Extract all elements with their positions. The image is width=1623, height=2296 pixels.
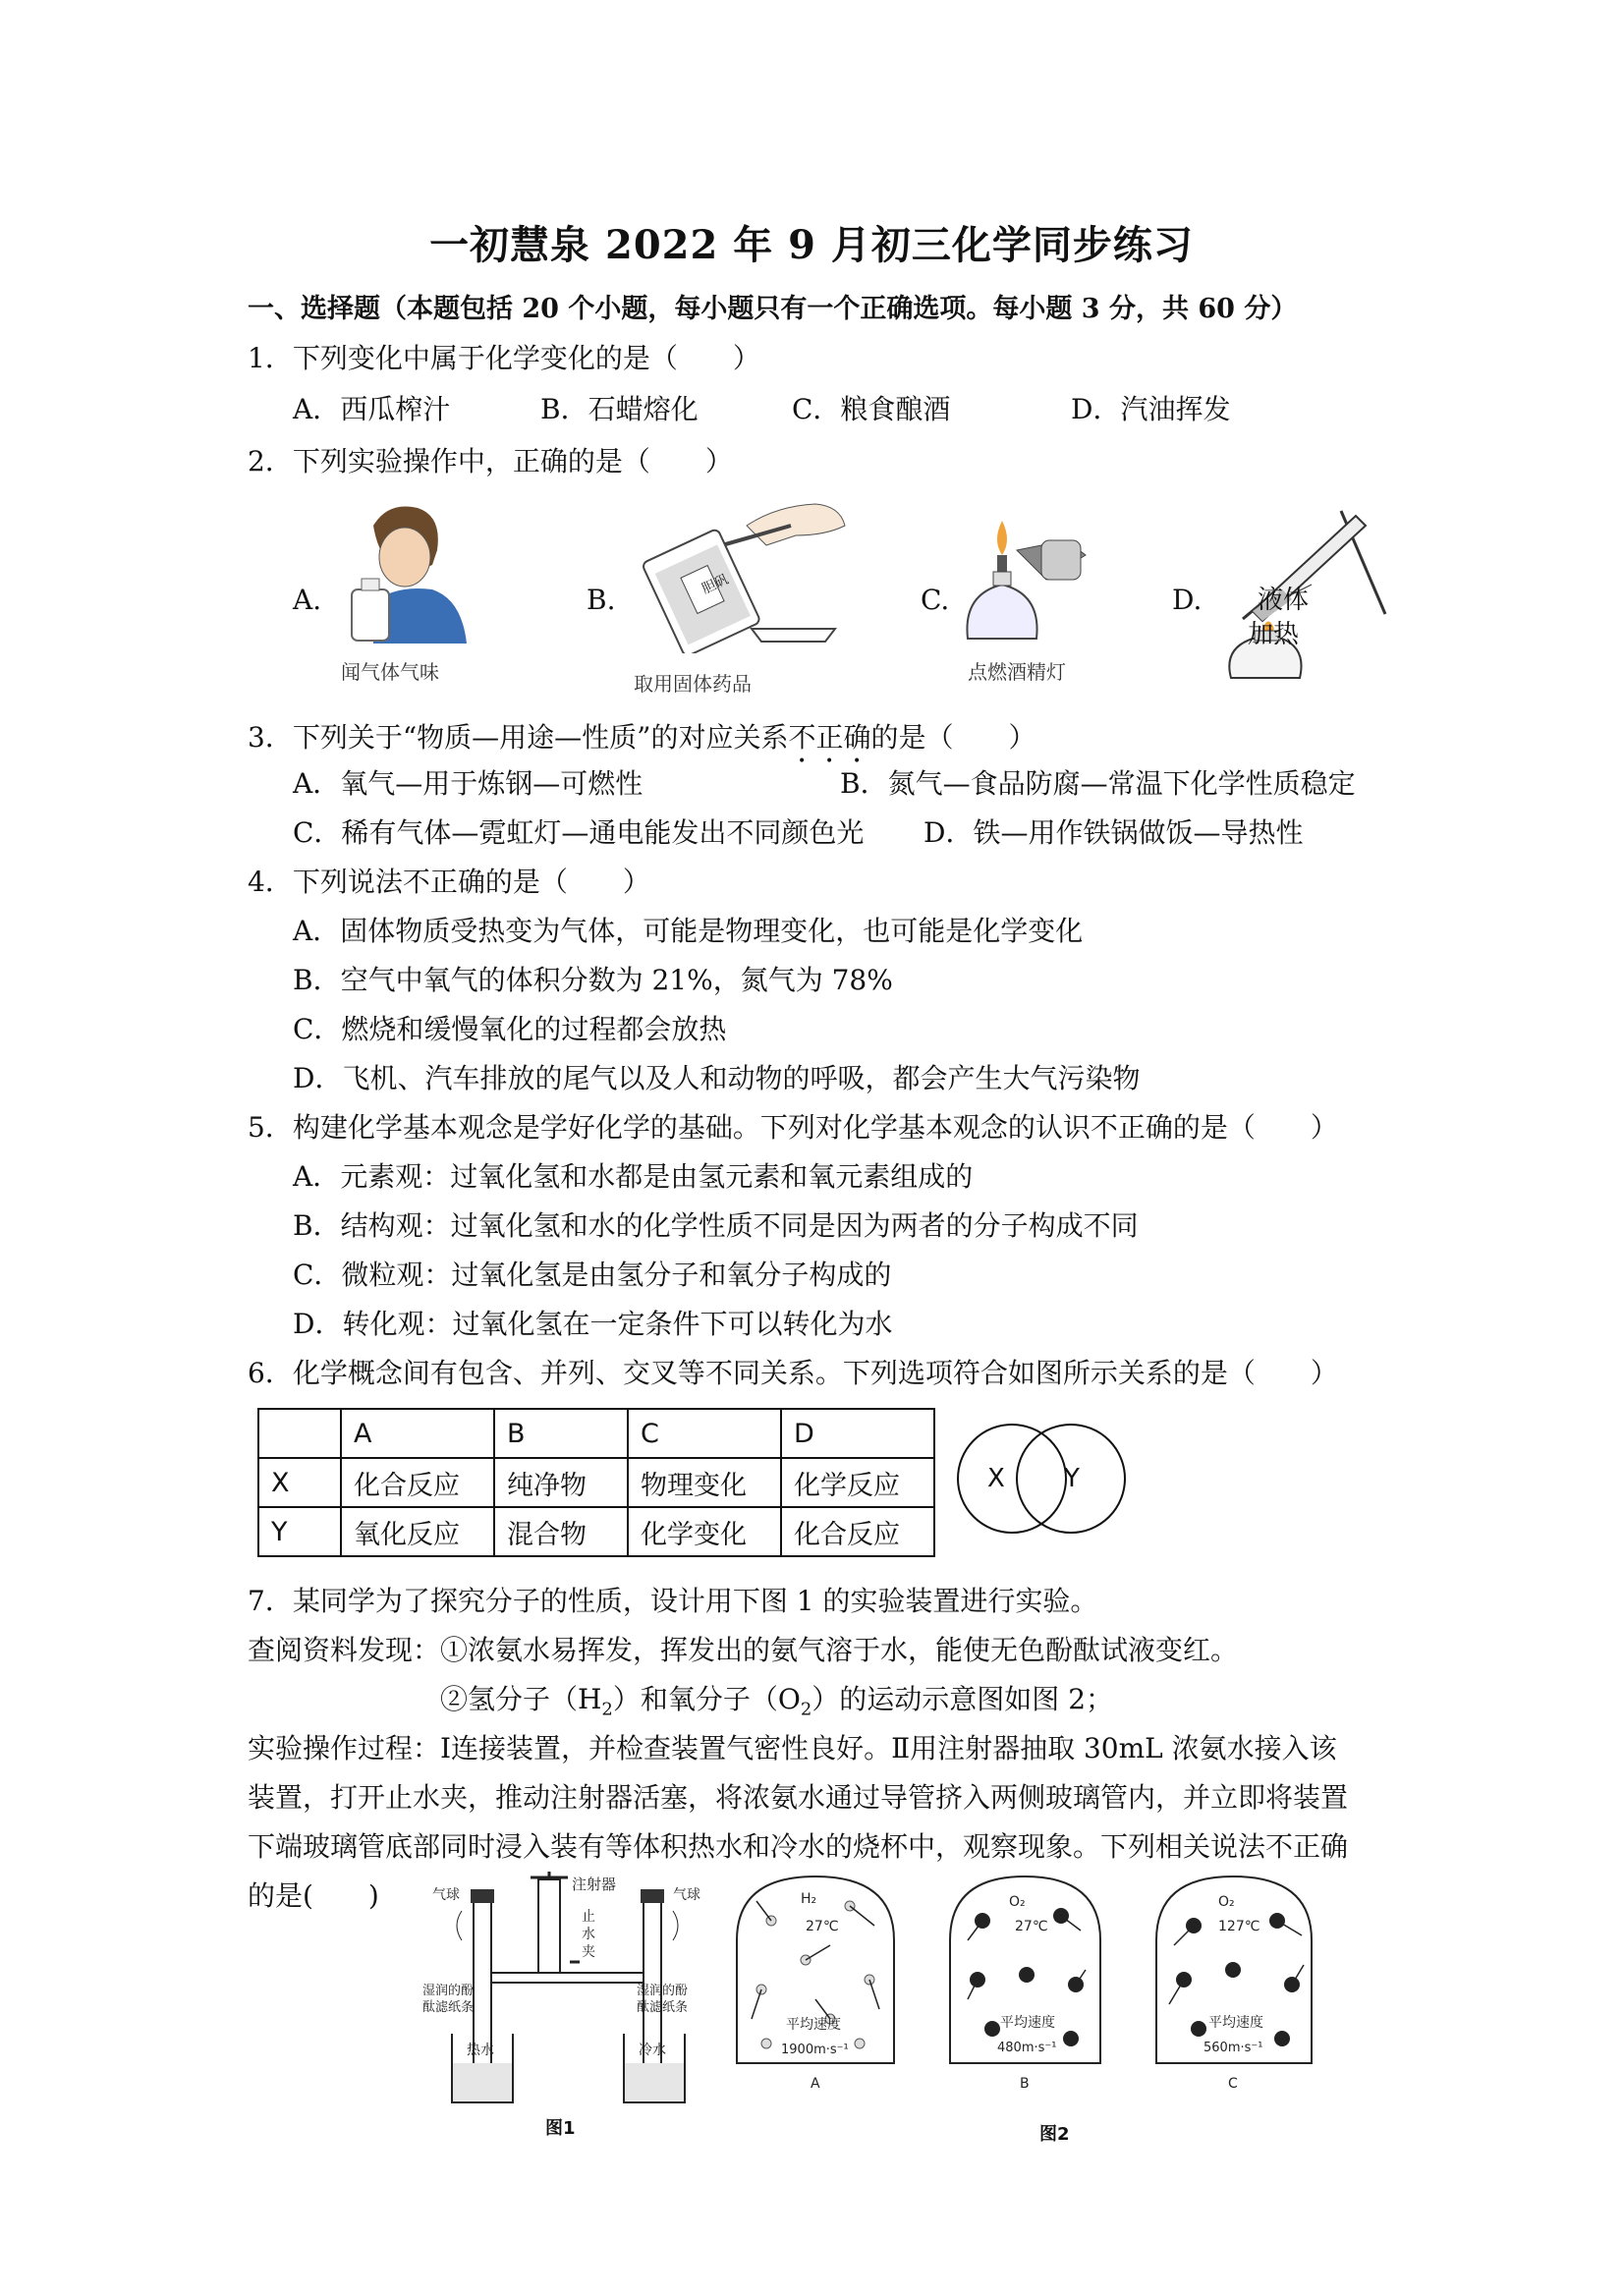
q6-stem: 6．化学概念间有包含、并列、交叉等不同关系。下列选项符合如图所示关系的是（ ） <box>248 1357 1338 1389</box>
smelling-gas-illustration <box>334 496 472 644</box>
q7-procedure-3: 下端玻璃管底部同时浸入装有等体积热水和冷水的烧杯中，观察现象。下列相关说法不正确 <box>248 1830 1349 1863</box>
fig2-a-label: A <box>811 2076 820 2092</box>
label-heating: 加热 <box>1248 620 1300 649</box>
q7-procedure-4: 的是( ) <box>248 1879 379 1912</box>
table-cell: 化合反应 <box>781 1507 934 1556</box>
q3-stem: 3．下列关于“物质—用途—性质”的对应关系不正确的是（ ） <box>248 721 1036 754</box>
venn-label-y: Y <box>1064 1464 1080 1493</box>
q5-option-d: D．转化观：过氧化氢在一定条件下可以转化为水 <box>293 1308 893 1340</box>
table-row <box>258 1507 934 1556</box>
q4-stem: 4．下列说法不正确的是（ ） <box>248 866 650 898</box>
fig2-b-temp: 27℃ <box>1015 1919 1048 1934</box>
label-paper-left-2: 酞滤纸条 <box>422 2000 475 2015</box>
fig2-b-speed-value: 480m·s⁻¹ <box>997 2041 1057 2055</box>
q5-option-c: C．微粒观：过氧化氢是由氢分子和氧分子构成的 <box>293 1259 892 1291</box>
fig2-c-temp: 127℃ <box>1218 1919 1260 1934</box>
q1-option-b: B．石蜡熔化 <box>540 393 699 425</box>
label-paper-left-1: 湿润的酚 <box>422 1984 475 1998</box>
table-cell: 化学变化 <box>628 1507 781 1556</box>
solid-reagent-illustration <box>629 496 850 653</box>
table-header-row <box>258 1409 934 1458</box>
venn-diagram <box>948 1420 1135 1538</box>
q3-option-a: A．氧气—用于炼钢—可燃性 <box>293 767 644 800</box>
label-liquid: 液体 <box>1258 586 1310 615</box>
q5-stem: 5．构建化学基本观念是学好化学的基础。下列对化学基本观念的认识不正确的是（ ） <box>248 1111 1338 1144</box>
caption-solid-reagent: 取用固体药品 <box>634 672 752 696</box>
section-heading: 一、选择题（本题包括 20 个小题，每小题只有一个正确选项。每小题 3 分，共 60 分） <box>248 294 1298 324</box>
fig2-c-speed-label: 平均速度 <box>1208 2015 1263 2031</box>
label-balloon-right: 气球 <box>673 1887 700 1903</box>
q4-option-a: A．固体物质受热变为气体，可能是物理变化，也可能是化学变化 <box>293 915 1084 947</box>
label-paper-right-1: 湿润的酚 <box>637 1984 689 1998</box>
figure-1-apparatus <box>422 1872 712 2112</box>
label-balloon-left: 气球 <box>432 1887 460 1903</box>
table-cell: 混合物 <box>494 1507 628 1556</box>
fig2-c-molecule: O₂ <box>1218 1894 1235 1910</box>
label-syringe: 注射器 <box>572 1876 617 1893</box>
fig2-a-speed-value: 1900m·s⁻¹ <box>781 2043 849 2057</box>
table-cell: B <box>494 1409 628 1458</box>
label-hot-water: 热水 <box>467 2043 494 2058</box>
label-paper-right-2: 酞滤纸条 <box>637 2000 689 2015</box>
table-cell: 化合反应 <box>341 1458 494 1507</box>
q4-option-d: D．飞机、汽车排放的尾气以及人和动物的呼吸，都会产生大气污染物 <box>293 1062 1141 1094</box>
label-clamp-3: 夹 <box>582 1944 595 1960</box>
q2-option-d: D. <box>1172 584 1203 616</box>
fig2-b-label: B <box>1020 2076 1030 2092</box>
figure-2-caption: 图2 <box>1039 2124 1070 2145</box>
page-title: 一初慧泉 2022 年 9 月初三化学同步练习 <box>429 222 1194 268</box>
label-clamp-2: 水 <box>582 1927 595 1942</box>
label-clamp-1: 止 <box>582 1909 595 1925</box>
q2-option-c: C. <box>921 584 950 616</box>
q7-procedure-2: 装置，打开止水夹，推动注射器活塞，将浓氨水通过导管挤入两侧玻璃管内，并立即将装置 <box>248 1781 1349 1814</box>
table-cell: X <box>258 1458 341 1507</box>
q7-stem: 7．某同学为了探究分子的性质，设计用下图 1 的实验装置进行实验。 <box>248 1585 1098 1617</box>
q7-info-2: ②氢分子$(H_2)$和氧分子$(O_2)$的运动示意图如图 2； <box>440 1683 1114 1720</box>
q1-option-c: C．粮食酿酒 <box>792 393 951 425</box>
label-cold-water: 冷水 <box>639 2043 666 2058</box>
q4-option-b: B．空气中氧气的体积分数为 21%，氮气为 78% <box>293 964 893 996</box>
q4-option-c: C．燃烧和缓慢氧化的过程都会放热 <box>293 1013 727 1045</box>
fig2-c-speed-value: 560m·s⁻¹ <box>1203 2041 1263 2055</box>
q3-option-b: B．氮气—食品防腐—常温下化学性质稳定 <box>840 767 1356 800</box>
table-row <box>258 1458 934 1507</box>
table-cell: 纯净物 <box>494 1458 628 1507</box>
table-cell: 物理变化 <box>628 1458 781 1507</box>
fig2-c-label: C <box>1228 2076 1238 2092</box>
q1-stem: 1．下列变化中属于化学变化的是（ ） <box>248 342 760 374</box>
table-cell: 氧化反应 <box>341 1507 494 1556</box>
q7-info-1: 查阅资料发现：①浓氨水易挥发，挥发出的氨气溶于水，能使无色酚酞试液变红。 <box>248 1634 1239 1666</box>
q3-option-d: D．铁—用作铁锅做饭—导热性 <box>923 816 1304 849</box>
figure-1-caption: 图1 <box>545 2118 576 2139</box>
q6-table <box>257 1408 935 1557</box>
caption-smell-gas: 闻气体气味 <box>341 660 439 684</box>
table-cell: D <box>781 1409 934 1458</box>
fig2-b-speed-label: 平均速度 <box>1000 2015 1055 2031</box>
q7-procedure-1: 实验操作过程：Ⅰ连接装置，并检查装置气密性良好。Ⅱ用注射器抽取 30mL 浓氨水接入该 <box>248 1732 1337 1764</box>
table-cell: 化学反应 <box>781 1458 934 1507</box>
q2-option-b: B. <box>587 584 616 616</box>
q5-option-b: B．结构观：过氧化氢和水的化学性质不同是因为两者的分子构成不同 <box>293 1209 1139 1242</box>
q1-option-a: A．西瓜榨汁 <box>293 393 451 425</box>
alcohol-lamp-illustration <box>958 511 1105 648</box>
caption-alcohol-lamp: 点燃酒精灯 <box>968 660 1066 684</box>
table-cell <box>258 1409 341 1458</box>
fig2-b-molecule: O₂ <box>1009 1894 1026 1910</box>
q1-option-d: D．汽油挥发 <box>1071 393 1231 425</box>
bottle-label: 胆矾 <box>700 571 732 598</box>
fig2-a-molecule: H₂ <box>801 1891 817 1907</box>
table-cell: C <box>628 1409 781 1458</box>
table-cell: A <box>341 1409 494 1458</box>
q3-option-c: C．稀有气体—霓虹灯—通电能发出不同颜色光 <box>293 816 865 849</box>
fig2-a-speed-label: 平均速度 <box>786 2017 841 2033</box>
fig2-a-temp: 27℃ <box>806 1919 839 1934</box>
figure-2-molecule-motion <box>732 1872 1331 2102</box>
q2-stem: 2．下列实验操作中，正确的是（ ） <box>248 445 733 477</box>
table-cell: Y <box>258 1507 341 1556</box>
venn-label-x: X <box>987 1464 1005 1493</box>
q5-option-a: A．元素观：过氧化氢和水都是由氢元素和氧元素组成的 <box>293 1160 974 1193</box>
q2-option-a: A. <box>293 584 322 616</box>
